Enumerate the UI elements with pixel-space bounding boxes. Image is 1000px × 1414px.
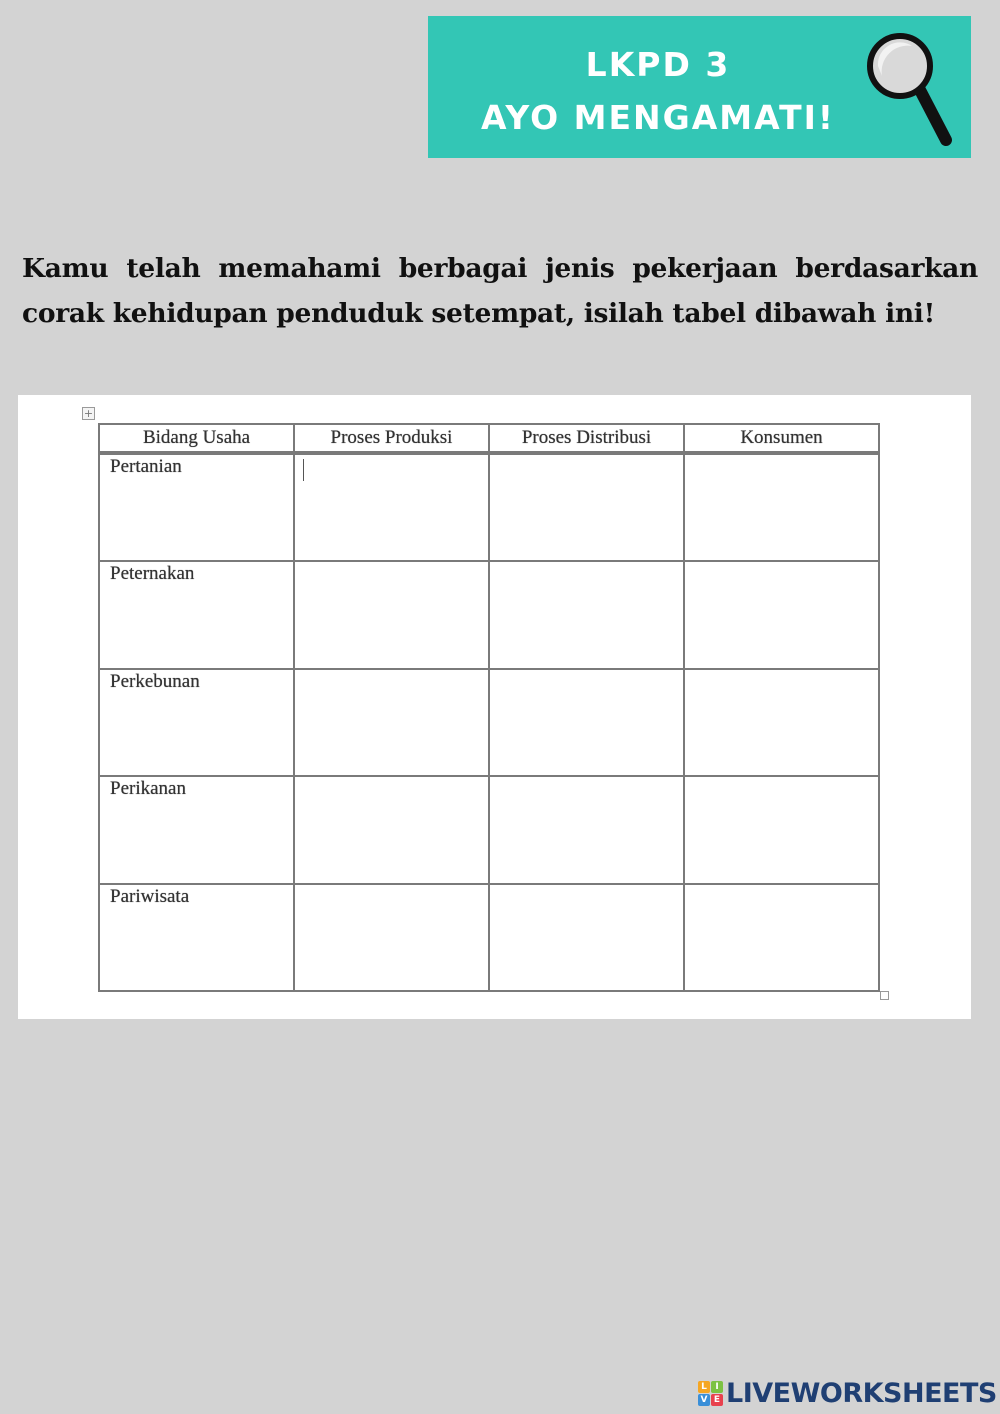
header-proses-distribusi: Proses Distribusi xyxy=(489,424,684,453)
text-cursor xyxy=(303,459,304,481)
logo-block-e: E xyxy=(711,1394,723,1406)
logo-block-i: I xyxy=(711,1381,723,1393)
table-row xyxy=(99,561,879,668)
header-bidang-usaha: Bidang Usaha xyxy=(99,424,294,453)
table-resize-handle-icon[interactable] xyxy=(880,991,889,1000)
cell-proses-distribusi[interactable] xyxy=(489,884,684,991)
row-label: Pertanian xyxy=(110,456,182,477)
table-row xyxy=(99,669,879,776)
liveworksheets-logo xyxy=(698,1378,997,1409)
table-row xyxy=(99,884,879,991)
brand-name: LIVEWORKSHEETS xyxy=(726,1378,997,1409)
cell-proses-distribusi[interactable] xyxy=(489,776,684,883)
cell-proses-produksi[interactable] xyxy=(294,669,489,776)
cell-bidang-usaha xyxy=(99,453,294,561)
cell-proses-produksi[interactable] xyxy=(294,776,489,883)
cell-bidang-usaha xyxy=(99,776,294,883)
table-row xyxy=(99,453,879,561)
banner-line-1: LKPD 3 xyxy=(585,45,731,84)
table-header-row xyxy=(99,424,879,453)
cell-bidang-usaha xyxy=(99,561,294,668)
cell-konsumen[interactable] xyxy=(684,884,879,991)
cell-proses-produksi[interactable] xyxy=(294,884,489,991)
cell-konsumen[interactable] xyxy=(684,669,879,776)
row-label: Peternakan xyxy=(110,563,195,585)
header-proses-produksi: Proses Produksi xyxy=(294,424,489,453)
instructions-text: Kamu telah memahami berbagai jenis pekerjaan berdasarkan corak kehidupan penduduk setempat, isilah tabel dibawah ini! xyxy=(22,253,978,329)
table-row xyxy=(99,776,879,883)
cell-proses-produksi[interactable] xyxy=(294,453,489,561)
cell-proses-distribusi[interactable] xyxy=(489,561,684,668)
worksheet-table xyxy=(98,423,880,992)
cell-bidang-usaha xyxy=(99,669,294,776)
logo-block-v: V xyxy=(698,1394,710,1406)
cell-konsumen[interactable] xyxy=(684,561,879,668)
cell-proses-distribusi[interactable] xyxy=(489,669,684,776)
logo-block-l: L xyxy=(698,1381,710,1393)
table-move-handle-icon[interactable]: + xyxy=(83,407,94,420)
cell-bidang-usaha xyxy=(99,884,294,991)
header-konsumen: Konsumen xyxy=(684,424,879,453)
row-label: Perkebunan xyxy=(110,670,200,692)
cell-konsumen[interactable] xyxy=(684,453,879,561)
cell-konsumen[interactable] xyxy=(684,776,879,883)
live-blocks-icon xyxy=(698,1381,723,1406)
row-label: Pariwisata xyxy=(110,885,190,907)
banner-title xyxy=(428,38,888,144)
title-banner xyxy=(428,16,971,158)
magnifying-glass-icon xyxy=(860,28,960,148)
worksheet-table-image xyxy=(18,395,971,1019)
banner-line-2: AYO MENGAMATI! xyxy=(481,98,835,137)
row-label: Perikanan xyxy=(110,778,186,800)
cell-proses-distribusi[interactable] xyxy=(489,453,684,561)
cell-proses-produksi[interactable] xyxy=(294,561,489,668)
